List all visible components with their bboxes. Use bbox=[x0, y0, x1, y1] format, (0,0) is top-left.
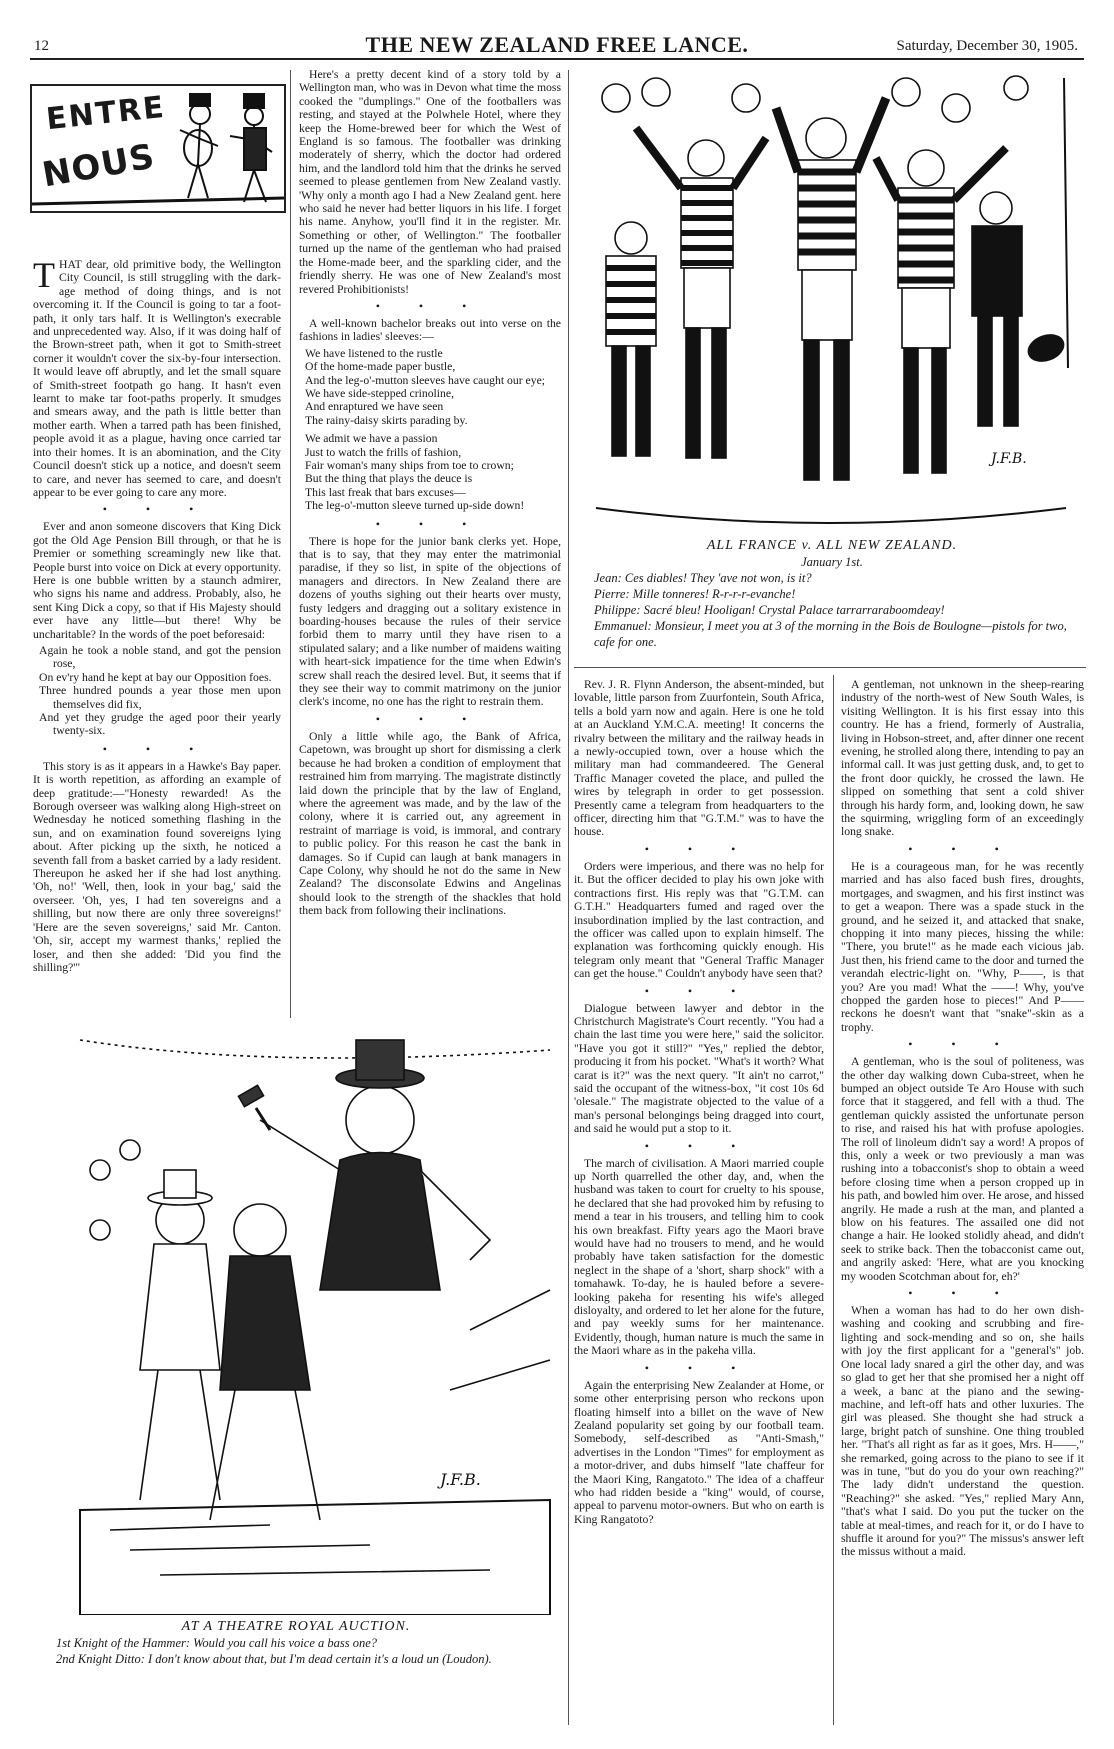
verse-line: This last freak that bars excuses— bbox=[305, 485, 466, 499]
verse-line: We have side-stepped crinoline, bbox=[305, 386, 454, 400]
column-rule bbox=[290, 70, 291, 1018]
article-bank-clerks: There is hope for the junior bank clerks yet. Hope, that is to say, that they may enter the matrimonial paradise, if they so list, in spite of the objections of managers and directors. In New Zealand there are dozens of youths sighing out their hearts over musty, fusty ledgers and dragging out a solitary existence in boarding-houses because the rules of their service forbid them to marry until they have risen to a stipulated salary; and a like number of maidens waiting with heart-sick impatience for the time when Edwin's screw shall reach the desired level. But, it seems that if they see their way to commit matrimony on the junior clerk's income, no one has the right to restrain them. bbox=[299, 534, 561, 709]
article-chain-dialogue: Dialogue between lawyer and debtor in the Christchurch Magistrate's Court recently. "You had a chain the last time you were here," said the solicitor. "Have you got it still?" "Yes," replied the debtor, producing it from his pocket. "What's it worth? What carat is it?" was the next query. "It ain't no carrot," said the occupant of the witness-box, "it cost 10s 6d 'olesale." The magistrate objected to the value of a man's personal belongings being dragged into court, and said he would put a stop to it. bbox=[574, 1001, 824, 1136]
cartoon-signature: J.F.B. bbox=[440, 1470, 481, 1489]
column-3 bbox=[574, 678, 824, 1723]
separator: • • • bbox=[375, 298, 485, 313]
article-king-rangatoto: Again the enterprising New Zealander at Home, or some other enterprising person who reckons upon floating himself into a billet on the wave of New Zealand popularity set going by our football team. Somebody, self-described as "Anti-Smash," advertises in the London "Times" for employment as a motor-driver, and dubs himself "late chaffeur for the Maori King, Rangatoto." The idea of a chaffeur who had ridden beside a "king" would, of course, appeal to parvenu motor-owners. But who on earth is King Rangatoto? bbox=[574, 1378, 824, 1526]
separator: • • • bbox=[644, 841, 754, 856]
caption-title: AT A THEATRE ROYAL AUCTION. bbox=[181, 1619, 411, 1634]
verse-line: The rainy-daisy skirts parading by. bbox=[305, 413, 468, 427]
separator: • • • bbox=[644, 1360, 754, 1375]
verse-line: Just to watch the frills of fashion, bbox=[305, 445, 462, 459]
page-number: 12 bbox=[34, 38, 49, 54]
caption-line: 2nd Knight Ditto: I don't know about that, but I'm dead certain it's a loud un (Loudon). bbox=[56, 1652, 492, 1666]
verse-line: The leg-o'-mutton sleeve turned up-side down! bbox=[305, 499, 525, 513]
article-honesty-rewarded: This story is as it appears in a Hawke's Bay paper. It is worth repetition, as affording an example of deep gratitude:—"Honesty rewarded! As the Borough overseer was walking along High-street on Wednesday he noticed something flashing in the sun, and on examination found sovereigns lying about. After picking up the sixth, he noticed a seventh fall from a basket carried by a lady resident. Thereupon he asked her if she had lost anything. 'Oh, no!' 'Well, then, look in your bag,' said the overseer. 'Oh, yes, I had ten sovereigns and a shilling, but now there are only three sovereigns!' 'Here are the seven sovereigns,' said Mr. Canton. 'Oh, sir, accept my warmest thanks,' replied the loser, and then she added: 'Did you find the shilling?'" bbox=[33, 759, 281, 974]
article-gtm: Orders were imperious, and there was no help for it. But the officer decided to play his own joke with contractions first. His reply was that "G.T.M. can G.T.H." Headquarters fumed and raged over the insubordination implied by the last contraction, and the officer was called upon to explain himself. The explanation was forthcoming quickly enough. His telegram only meant that "General Traffic Manager can get the house." Couldn't anybody have seen that? bbox=[574, 859, 824, 981]
article-reaching: When a woman has had to do her own dish-washing and cooking and scrubbing and fire-lighting and sock-mending and so on, she hails with joy the first applicant for a "general's" job. One local lady snared a girl the other day, and was so glad to get her that she promised her a night off a week, a banc at the piano and the sewing-machine, and left-off hats and other luxuries. The girl was pleased. She thought she had struck a large, bright patch of sunshine. One thing troubled her. "That's all right as far as it goes, Mrs. H——," she remarked, going across to the piano to see if it was in tune, "but do you do your own reaching?" The lady didn't understand the question. "Reaching?" she asked. "Yes," replied Mary Ann, "that's what I said. Do you put the tucker on the table at meal-times, and reach for it, or do I have to shuffle it around for you?" The missus's answer left the missus without a maid. bbox=[841, 1304, 1084, 1559]
auction-cartoon bbox=[70, 1030, 560, 1615]
separator: • • • bbox=[908, 1037, 1017, 1052]
caption-title: ALL FRANCE v. ALL NEW ZEALAND. bbox=[706, 538, 958, 553]
separator: • • • bbox=[102, 502, 212, 517]
verse-line: We admit we have a passion bbox=[305, 432, 438, 446]
column-rule bbox=[568, 70, 569, 675]
logo-word-nous: NOUS bbox=[39, 136, 159, 196]
issue-date: Saturday, December 30, 1905. bbox=[896, 38, 1078, 54]
article-civilisation: The march of civilisation. A Maori married couple up North quarrelled the other day, and, when the husband was taken to court for cruelty to his spouse, he declared that she had provoked him by refusing to mend a tear in his trousers, and telling him to cook his own breakfast. Fifty years ago the Maori brave would have had no trousers to mend, and he would probably have taken satisfaction for the domestic neglect in the shape of a 'short, sharp shock" with a tomahawk. To-day, he is hauled before a severe-looking pakeha for resenting his wife's alleged disloyalty, and ordered to let her alone for the future, and pay weekly sums for her maintenance. Evidently, though, human nature is much the same in the Maori whare as in the pakeha villa. bbox=[574, 1156, 824, 1358]
auction-illustration-icon bbox=[70, 1030, 560, 1615]
article-text: HAT dear, old primitive body, the Wellington City Council, is still struggling with the dark-age method of doing things, and is not overcoming it. If the Council is going to tar a foot-path, it only tars half. It is Wellington's execrable and unprecedented way. Also, if it was doing half of the Brown-street path, when it got to Smith-street corner it wouldn't cover the six-by-four intersection. It would leave off abruptly, and let the small square of Smith-street footpath go hang. It hasn't even learnt to make tar foot-paths properly. It smudges and smears away, and the path is little better than mother earth. When a tarred path has been finished, people avoid it as a plague, having once carried tar into their homes. It is an abomination, and the City Council doesn't stick up a notice, and doesn't seem to care, and never has seemed to care, and doesn't appear to be ever going to care any more. bbox=[33, 258, 281, 499]
separator: • • • bbox=[375, 516, 485, 531]
separator: • • • bbox=[644, 983, 754, 998]
caption-rule bbox=[574, 667, 1086, 668]
verse-line: Three hundred pounds a year those men upon themselves did fix, bbox=[39, 684, 281, 711]
verse-line: Fair woman's many ships from toe to crown; bbox=[305, 458, 514, 472]
newspaper-title: THE NEW ZEALAND FREE LANCE. bbox=[365, 32, 749, 57]
separator: • • • bbox=[644, 1138, 754, 1153]
verse-sleeves-1 bbox=[305, 347, 561, 427]
separator: • • • bbox=[908, 1286, 1017, 1301]
rugby-cartoon bbox=[576, 68, 1084, 538]
verse-line: And the leg-o'-mutton sleeves have caught our eye; bbox=[305, 373, 545, 387]
logo-word-entre: ENTRE bbox=[44, 89, 168, 138]
separator: • • • bbox=[375, 711, 485, 726]
verse-line: We have listened to the rustle bbox=[305, 346, 443, 360]
caption-subtitle: January 1st. bbox=[801, 555, 863, 569]
verse-line: But the thing that plays the deuce is bbox=[305, 472, 473, 486]
column-4 bbox=[841, 678, 1084, 1723]
article-garden-hose: He is a courageous man, for he was recently married and has also faced bush fires, droughts, mortgages, and swagmen, and his first instinct was to get a weapon. There was a spade stuck in the ground, and he seized it, and attacked that snake, chopping it into many pieces, hissing the while: "There, you brute!" as he made each vicious jab. Just then, his friend came to the door and turned the verandah electric-light on. "Why, P——, is that you? Are you mad! What the ——! Why, you've chopped the garden hose to pieces!" And P—— reckons he doesn't want that "snake"-skin as a trophy. bbox=[841, 859, 1084, 1034]
verse-line: Of the home-made paper bustle, bbox=[305, 360, 456, 374]
column-rule bbox=[568, 675, 569, 1725]
rugby-scrum-illustration-icon bbox=[576, 68, 1084, 538]
auction-caption bbox=[32, 1619, 560, 1667]
rugby-caption bbox=[580, 538, 1084, 650]
separator: • • • bbox=[102, 741, 212, 756]
article-bank-of-africa: Only a little while ago, the Bank of Africa, Capetown, was brought up short for dismissing a clerk because he had broken a condition of employment that restrained him from marrying. The magistrate distinctly laid down the principle that by the law of England, where the agreement was made, and by the law of the colony, where it is carried out, any agreement in restraint of marriage is void, is immoral, and contrary to public policy. For this reason he cast the bank in damages. So if Cupid can laugh at bank managers in Cape Colony, why should he not do the same in New Zealand? The disconsolate Edwins and Angelinas should look to the strength of the shackles that hold them back from following their inclinations. bbox=[299, 729, 561, 918]
drop-cap: T bbox=[33, 258, 55, 295]
caption-line: Philippe: Sacré bleu! Hooligan! Crystal Palace tarrarraraboomdeay! bbox=[594, 603, 945, 617]
column-1 bbox=[33, 258, 281, 1018]
verse-pension bbox=[39, 644, 281, 738]
masthead bbox=[30, 30, 1084, 60]
verse-line: Again he took a noble stand, and got the pension rose, bbox=[39, 643, 281, 671]
verse-sleeves-2 bbox=[305, 432, 561, 512]
caption-line: Pierre: Mille tonneres! R-r-r-r-evanche! bbox=[594, 587, 796, 601]
article-devon-story: Here's a pretty decent kind of a story told by a Wellington man, who was in Devon what time the moss cooked the "dumplings." One of the footballers was resting, and stayed at the Polwhele Hotel, where they keep the Home-brewed beer for which the West of England is so famous. The footballer was drinking moderately of sherry, which the doctor had ordered him, and the landlord told him that the drinks he served seemed to please gentlemen from New Zealand vastly. 'Why only a month ago I had a New Zealand gent. here who said he never had better liquors in his life. I forget his name. Anyhow, you'll find it in the register. Mr. Something or other, of Wellington." The footballer turned up the name of the gentleman who had praised the Home-made beer, and the sparkling cider, and the friendly sherry. He was one of New Zealand's most revered Prohibitionists! bbox=[299, 68, 561, 296]
article-flynn-anderson: Rev. J. R. Flynn Anderson, the absent-minded, but lovable, little parson from Zuurfontein, South Africa, tells a bold yarn now and again. Here is one he told at an Auckland Y.M.C.A. meeting! It concerns the rivalry between the military and the railway heads in a newly-occupied town, over a house which the military man had commandeered. The General Traffic Manager coveted the place, and pulled the wires by telegraph in order to get possession. Presently came a telegram from headquarters to the officer, directing him that "G.T.M." was to have the house. bbox=[574, 678, 824, 839]
caption-line: Emmanuel: Monsieur, I meet you at 3 of the morning in the Bois de Boulogne—pistols for two, cafe for one. bbox=[594, 619, 1067, 649]
separator: • • • bbox=[908, 841, 1017, 856]
cartoon-signature: J.F.B. bbox=[991, 451, 1027, 467]
verse-line: And yet they grudge the aged poor their yearly twenty-six. bbox=[39, 711, 281, 738]
caption-line: Jean: Ces diables! They 'ave not won, is it? bbox=[594, 571, 812, 585]
column-rule bbox=[833, 675, 834, 1725]
cartoon-figures-icon bbox=[32, 86, 284, 211]
article-snake: A gentleman, not unknown in the sheep-rearing industry of the north-west of New South Wales, is visiting Wellington. It is his first essay into this country. He has a friend, formerly of Australia, living in Hobson-street, and, after dinner one recent evening, he strolled along there, intending to pay an informal call. It was just getting dusk, and, to get to the front door quickly, he crossed the lawn. He slipped on something that sent a cold shiver through his hardy form, and, looking down, he saw the squirming, wriggling form of an exceedingly long snake. bbox=[841, 678, 1084, 839]
verse-line: On ev'ry hand he kept at bay our Opposition foes. bbox=[39, 670, 272, 684]
caption-line: 1st Knight of the Hammer: Would you call his voice a bass one? bbox=[56, 1636, 378, 1650]
verse-line: And enraptured we have seen bbox=[305, 400, 444, 414]
article-tar-paths bbox=[33, 258, 281, 499]
article-sleeves-intro: A well-known bachelor breaks out into verse on the fashions in ladies' sleeves:— bbox=[299, 316, 561, 344]
article-politeness: A gentleman, who is the soul of politeness, was the other day walking down Cuba-street, when he bumped an object outside Te Aro House with such force that it staggered, and fell with a thud. The gentleman quickly assisted the unfortunate person to rise, and raised his hat with profuse apologies. The roll of linoleum didn't say a word! A propos of this, only a week or two previously a man was rushing into a tobacconist's shop to obtain a weed before closing time when a person cropped up in his path, and bowled him over. He arose, and hissed angrily. He made a rush at the man, and planted a blow on his features. The assailed one did not change a hair. He looked stolidly ahead, and didn't seek to strike back. Then the tobacconist came out, and angrily asked: 'Here, what are you knocking my wooden Scotchman about for, eh?' bbox=[841, 1055, 1084, 1283]
entre-nous-logo bbox=[30, 84, 286, 213]
column-2 bbox=[299, 68, 561, 1020]
article-king-dick: Ever and anon someone discovers that King Dick got the Old Age Pension Bill through, or that he is Premier or something screamingly new like that. People burst into voice on Dick at every opportunity. Here is one bubble written by a staunch admirer, who signs his name and address. Probably, also, he sent King Dick a copy, so that if His Majesty should ever have any little—but there! Why be uncharitable? In the words of the poet beforesaid: bbox=[33, 520, 281, 641]
